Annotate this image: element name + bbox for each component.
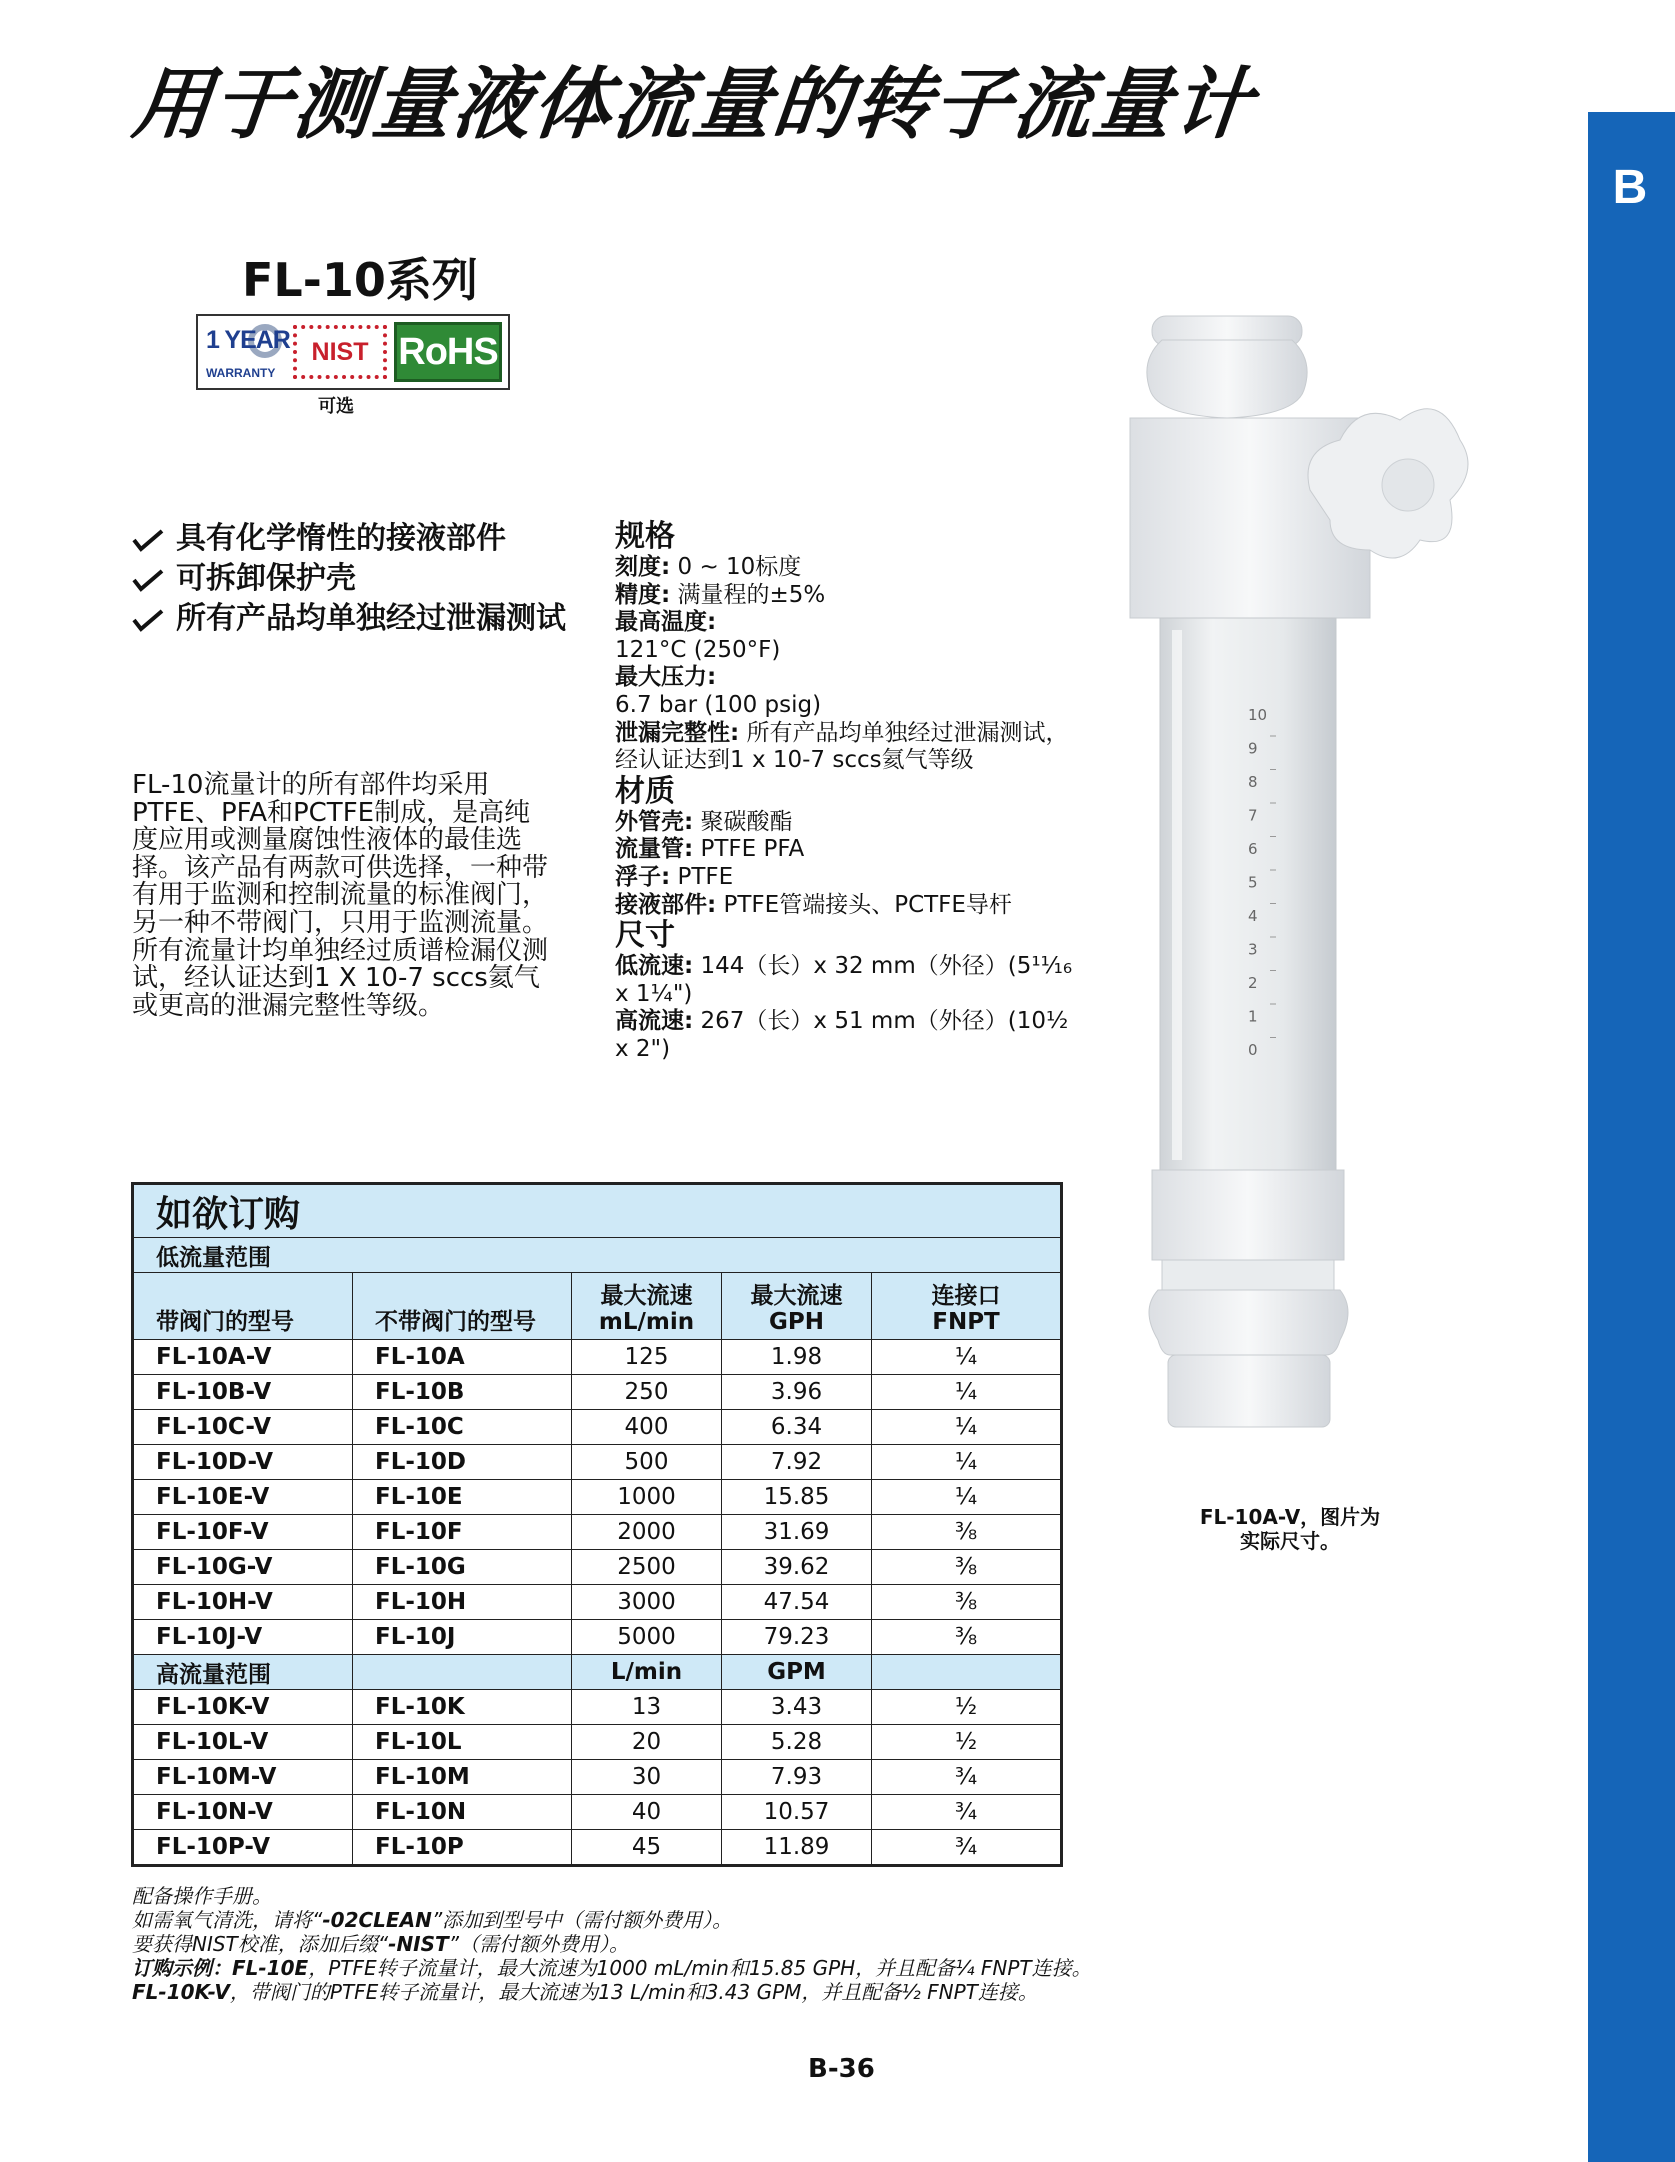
scale-mark-label: 0 — [1248, 1041, 1258, 1059]
fnpt-connection: ⅜ — [872, 1550, 1061, 1585]
spec-accuracy: 精度: 满量程的±5% — [615, 581, 826, 608]
fnpt-connection: ⅜ — [872, 1585, 1061, 1620]
feature-list — [132, 520, 592, 640]
scale-mark-label: 8 — [1248, 773, 1258, 791]
certification-badges — [196, 314, 510, 390]
max-flow-alt: 39.62 — [722, 1550, 872, 1585]
table-header — [134, 1273, 1061, 1340]
high-range-unit-lmin: L/min — [572, 1655, 722, 1690]
table-row — [134, 1795, 1061, 1830]
fnpt-connection: ¾ — [872, 1760, 1061, 1795]
spec-max-temp: 最高温度: 121°C (250°F) — [615, 609, 781, 663]
feature-text: 可拆卸保护壳 — [176, 561, 356, 596]
max-flow-alt: 79.23 — [722, 1620, 872, 1655]
model-with-valve: FL-10C-V — [134, 1410, 353, 1445]
table-row — [134, 1375, 1061, 1410]
max-flow: 125 — [572, 1340, 722, 1375]
fnpt-connection: ½ — [872, 1725, 1061, 1760]
spec-tube: 流量管: PTFE PFA — [615, 836, 805, 863]
model-with-valve: FL-10H-V — [134, 1585, 353, 1620]
section-tab — [1588, 112, 1675, 2162]
fnpt-connection: ⅜ — [872, 1515, 1061, 1550]
fnpt-connection: ¾ — [872, 1795, 1061, 1830]
table-row — [134, 1760, 1061, 1795]
checkmark-icon — [132, 528, 164, 552]
model-with-valve: FL-10M-V — [134, 1760, 353, 1795]
table-row — [134, 1585, 1061, 1620]
fnpt-connection: ⅜ — [872, 1620, 1061, 1655]
spec-leak: 泄漏完整性: 所有产品均单独经过泄漏测试，经认证达到1 x 10-7 sccs氦气等级 — [615, 719, 1069, 774]
model-with-valve: FL-10P-V — [134, 1830, 353, 1865]
feature-item — [132, 520, 592, 558]
fnpt-connection: ¼ — [872, 1445, 1061, 1480]
flowmeter-photo — [1100, 300, 1520, 1480]
fnpt-connection: ¼ — [872, 1375, 1061, 1410]
page-number: B-36 — [808, 2054, 875, 2084]
table-row — [134, 1410, 1061, 1445]
scale-mark-label: 7 — [1248, 806, 1258, 825]
feature-text: 具有化学惰性的接液部件 — [176, 521, 506, 556]
fnpt-connection: ¾ — [872, 1830, 1061, 1865]
spec-max-pressure: 最大压力: 6.7 bar (100 psig) — [615, 664, 822, 718]
model-without-valve: FL-10A — [353, 1340, 572, 1375]
scale-mark-label: 2 — [1248, 974, 1258, 992]
high-range-header — [134, 1655, 1061, 1690]
ordering-notes — [132, 1884, 1112, 2004]
product-description: FL-10流量计的所有部件均采用 PTFE、PFA和PCTFE制成，是高纯 度应用或测量腐蚀性液体的最佳选 择。该产品有两款可供选择，一种带 有用于监测和控制流量的标准阀门， 另一种不带阀门，只用于监测流量。 所有流量计均单独经过质谱检漏仪测 试，经认证达到1 X 10-7 sccs氦气 或更高的泄漏完整性等级。 — [132, 770, 549, 1021]
series-title: FL-10系列 — [242, 253, 478, 307]
checkmark-icon — [132, 608, 164, 632]
max-flow-alt: 5.28 — [722, 1725, 872, 1760]
max-flow: 45 — [572, 1830, 722, 1865]
table-row — [134, 1620, 1061, 1655]
table-row — [134, 1340, 1061, 1375]
feature-item — [132, 560, 592, 598]
spec-scale: 刻度: 0 ~ 10标度 — [615, 554, 802, 580]
max-flow-alt: 31.69 — [722, 1515, 872, 1550]
max-flow-alt: 47.54 — [722, 1585, 872, 1620]
feature-item — [132, 600, 592, 638]
table-row — [134, 1480, 1061, 1515]
col-header-no-valve-model: 不带阀门的型号 — [353, 1273, 572, 1340]
max-flow: 30 — [572, 1760, 722, 1795]
scale-mark-label: 3 — [1248, 940, 1258, 959]
model-without-valve: FL-10N — [353, 1795, 572, 1830]
fnpt-connection: ¼ — [872, 1410, 1061, 1445]
model-without-valve: FL-10E — [353, 1480, 572, 1515]
model-without-valve: FL-10K — [353, 1690, 572, 1725]
model-with-valve: FL-10B-V — [134, 1375, 353, 1410]
scale-mark-label: 4 — [1248, 907, 1258, 925]
note-oxygen-clean: 如需氧气清洗，请将“-02CLEAN”添加到型号中（需付额外费用）。 — [132, 1908, 733, 1932]
max-flow: 500 — [572, 1445, 722, 1480]
checkmark-icon — [132, 568, 164, 592]
model-with-valve: FL-10E-V — [134, 1480, 353, 1515]
scale-mark-label: 1 — [1248, 1007, 1258, 1026]
fnpt-connection: ½ — [872, 1690, 1061, 1725]
model-with-valve: FL-10K-V — [134, 1690, 353, 1725]
table-row — [134, 1690, 1061, 1725]
max-flow: 250 — [572, 1375, 722, 1410]
spec-high-flow-dims: 高流速: 267（长）x 51 mm（外径）(10½ x 2") — [615, 1008, 1069, 1062]
max-flow-alt: 1.98 — [722, 1340, 872, 1375]
low-range-label: 低流量范围 — [134, 1238, 1061, 1273]
spec-low-flow-dims: 低流速: 144（长）x 32 mm（外径）(5¹¹⁄₁₆ x 1¼") — [615, 953, 1073, 1007]
model-without-valve: FL-10P — [353, 1830, 572, 1865]
warranty-text: WARRANTY — [206, 366, 276, 380]
scale-mark-label: 10 — [1248, 706, 1268, 724]
max-flow-alt: 11.89 — [722, 1830, 872, 1865]
max-flow-alt: 7.92 — [722, 1445, 872, 1480]
scale-mark-label: 6 — [1248, 840, 1258, 858]
max-flow-alt: 3.43 — [722, 1690, 872, 1725]
model-without-valve: FL-10G — [353, 1550, 572, 1585]
feature-text: 所有产品均单独经过泄漏测试 — [176, 601, 566, 636]
max-flow: 2500 — [572, 1550, 722, 1585]
model-without-valve: FL-10L — [353, 1725, 572, 1760]
warranty-year: 1 YEAR — [206, 326, 290, 354]
high-range-label: 高流量范围 — [134, 1655, 353, 1690]
spec-wetted: 接液部件: PTFE管端接头、PCTFE导杆 — [615, 891, 1012, 918]
model-with-valve: FL-10L-V — [134, 1725, 353, 1760]
materials-heading: 材质 — [615, 773, 675, 809]
note-manual: 配备操作手册。 — [132, 1884, 272, 1908]
max-flow-alt: 10.57 — [722, 1795, 872, 1830]
high-range-unit-gpm: GPM — [722, 1655, 872, 1690]
model-without-valve: FL-10F — [353, 1515, 572, 1550]
model-with-valve: FL-10F-V — [134, 1515, 353, 1550]
warranty-badge — [204, 322, 290, 382]
table-row — [134, 1830, 1061, 1865]
max-flow-alt: 3.96 — [722, 1375, 872, 1410]
model-with-valve: FL-10N-V — [134, 1795, 353, 1830]
max-flow: 13 — [572, 1690, 722, 1725]
ordering-table — [131, 1182, 1063, 1867]
model-without-valve: FL-10J — [353, 1620, 572, 1655]
max-flow-alt: 7.93 — [722, 1760, 872, 1795]
rohs-badge: RoHS — [394, 322, 502, 382]
max-flow: 20 — [572, 1725, 722, 1760]
spec-float: 浮子: PTFE — [615, 863, 734, 890]
note-example-2: FL-10K-V，带阀门的PTFE转子流量计，最大流速为13 L/min和3.43 GPM，并且配备½ FNPT连接。 — [132, 1980, 1038, 2004]
dimensions-heading: 尺寸 — [615, 918, 675, 954]
max-flow: 400 — [572, 1410, 722, 1445]
max-flow: 5000 — [572, 1620, 722, 1655]
col-header-valve-model: 带阀门的型号 — [134, 1273, 353, 1340]
model-without-valve: FL-10C — [353, 1410, 572, 1445]
model-without-valve: FL-10B — [353, 1375, 572, 1410]
fnpt-connection: ¼ — [872, 1480, 1061, 1515]
col-header-fnpt: 连接口 FNPT — [872, 1273, 1061, 1340]
note-example-1: 订购示例：FL-10E，PTFE转子流量计，最大流速为1000 mL/min和15.85 GPH，并且配备¼ FNPT连接。 — [132, 1956, 1092, 1980]
table-row — [134, 1445, 1061, 1480]
scale-mark-label: 9 — [1248, 739, 1258, 758]
note-nist: 要获得NIST校准，添加后缀“-NIST”（需付额外费用）。 — [132, 1932, 630, 1956]
max-flow: 2000 — [572, 1515, 722, 1550]
col-header-max-flow-ml: 最大流速 mL/min — [572, 1273, 722, 1340]
table-row — [134, 1550, 1061, 1585]
scale-mark-label: 5 — [1248, 873, 1258, 892]
section-tab-letter: B — [1612, 161, 1648, 214]
table-row — [134, 1515, 1061, 1550]
photo-caption: FL-10A-V，图片为 实际尺寸。 — [1199, 1505, 1381, 1553]
max-flow-alt: 6.34 — [722, 1410, 872, 1445]
spec-housing: 外管壳: 聚碳酸酯 — [615, 808, 793, 835]
model-without-valve: FL-10H — [353, 1585, 572, 1620]
table-row — [134, 1725, 1061, 1760]
specs-heading: 规格 — [615, 519, 675, 554]
nist-badge: NIST — [293, 325, 387, 379]
model-without-valve: FL-10D — [353, 1445, 572, 1480]
model-without-valve: FL-10M — [353, 1760, 572, 1795]
fnpt-connection: ¼ — [872, 1340, 1061, 1375]
model-with-valve: FL-10G-V — [134, 1550, 353, 1585]
badges-optional-note: 可选 — [318, 396, 354, 417]
model-with-valve: FL-10D-V — [134, 1445, 353, 1480]
max-flow: 40 — [572, 1795, 722, 1830]
model-with-valve: FL-10J-V — [134, 1620, 353, 1655]
specifications — [615, 520, 1075, 1064]
max-flow: 1000 — [572, 1480, 722, 1515]
max-flow-alt: 15.85 — [722, 1480, 872, 1515]
page-title: 用于测量液体流量的转子流量计 — [128, 60, 1259, 150]
ordering-title: 如欲订购 — [134, 1185, 1061, 1238]
max-flow: 3000 — [572, 1585, 722, 1620]
col-header-max-flow-gph: 最大流速 GPH — [722, 1273, 872, 1340]
model-with-valve: FL-10A-V — [134, 1340, 353, 1375]
